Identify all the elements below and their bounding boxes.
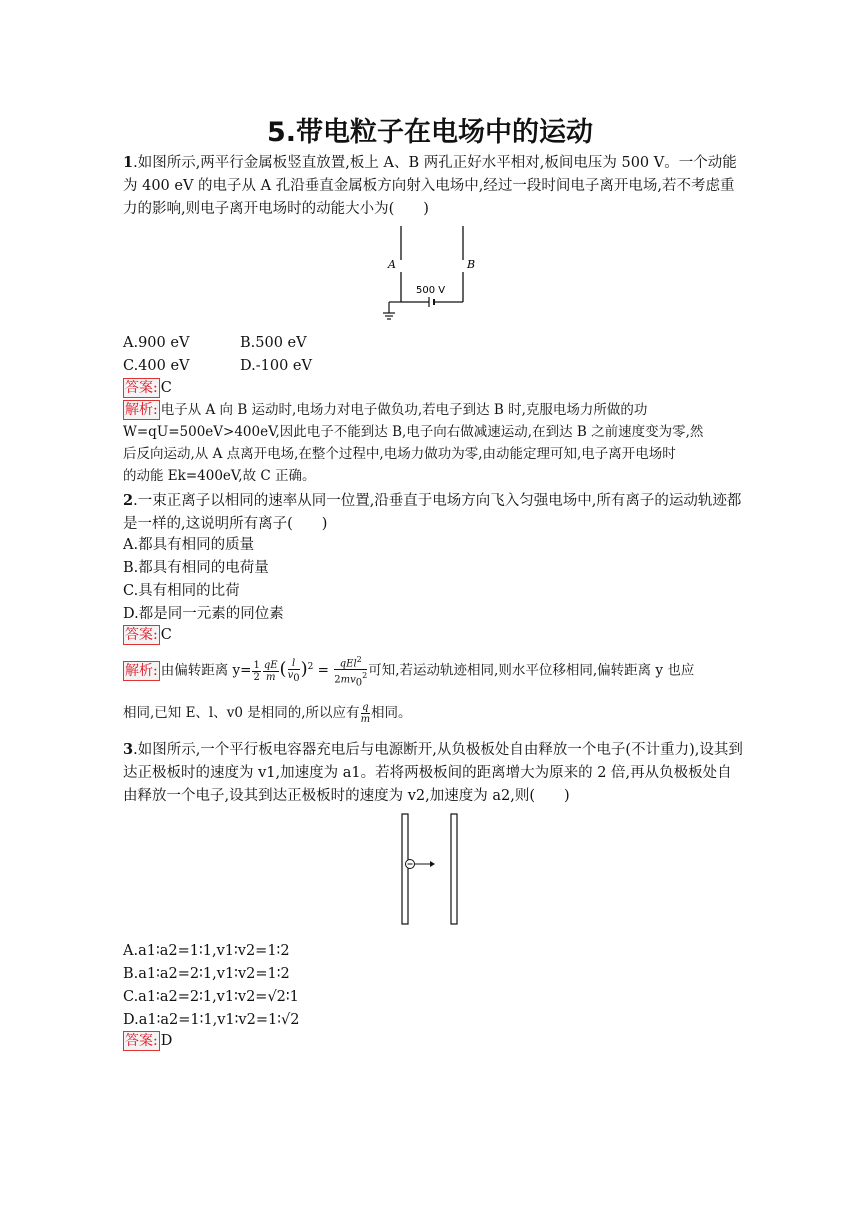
formula-frac-1-2: $\frac{1}{2}$: [253, 659, 260, 683]
q2-analysis-line2: [123, 702, 743, 725]
q2-analysis-line2-post: 相同。: [371, 705, 412, 721]
q1-analysis-line3: 后反向运动,从 A 点离开电场,在整个过程中,电场力做功为零,由动能定理可知,电子离开电场时: [123, 446, 676, 462]
q1-answer-tag: 答案:: [125, 380, 158, 396]
q1-option-a: A.900 eV: [123, 335, 190, 351]
q3-option-b: B.a1∶a2=2∶1,v1∶v2=1∶2: [123, 966, 290, 982]
q1-analysis-line2: W=qU=500eV>400eV,因此电子不能到达 B,电子向右做减速运动,在到达 B 之前速度变为零,然: [123, 424, 704, 440]
q3-stem-text: .如图所示,一个平行板电容器充电后与电源断开,从负极板处自由释放一个电子(不计重力),设其到达正极板时的速度为 v1,加速度为 a1。若将两极板间的距离增大为原来的 2 倍,再从负极板处自由释放一个电子,设其到达正极板时的速度为 v2,加速度为 a2,则( ): [123, 742, 743, 804]
q1-number: 1: [123, 154, 134, 171]
q2-number: 2: [123, 492, 134, 509]
page-title: 5.带电粒子在电场中的运动: [266, 117, 594, 148]
q2-analysis-tag: 解析:: [125, 662, 158, 679]
q1-analysis-line4: 的动能 Ek=400eV,故 C 正确。: [123, 468, 316, 484]
q1-answer: [123, 378, 172, 398]
formula-frac-q-m: $\frac{q}{m}$: [360, 702, 371, 725]
q1-stem: [123, 151, 743, 221]
q2-option-b: B.都具有相同的电荷量: [123, 560, 269, 576]
q3-stem: [123, 738, 743, 808]
q1-figure: [375, 222, 495, 326]
q2-analysis: 解析: 由偏转距离 y= $\frac{1}{2}$ $\frac{qE}{m}$ ( $\frac{l}{v_0}$ )$^2$ = $\frac{qEl^2}{2mv_0^2}$ 可知,若运动轨迹相同,则水平位移相同,偏转距离 y 也应: [125, 654, 695, 689]
formula-paren: (: [279, 658, 287, 680]
q3-option-d: D.a1∶a2=1∶1,v1∶v2=1∶√2: [123, 1012, 300, 1028]
q1-stem-text: .如图所示,两平行金属板竖直放置,板上 A、B 两孔正好水平相对,板间电压为 500 V。一个动能为 400 eV 的电子从 A 孔沿垂直金属板方向射入电场中,经过一段时间电子离开电场,若不考虑重力的影响,则电子离开电场时的动能大小为( ): [123, 155, 737, 217]
q1-analysis: [123, 399, 743, 487]
formula-frac-result: $\frac{qEl^2}{2mv_0^2}$: [334, 654, 368, 689]
q1-analysis-tag: 解析:: [125, 402, 158, 418]
q2-option-c: C.具有相同的比荷: [123, 583, 240, 599]
q1-answer-value: C: [160, 380, 172, 396]
q3-figure: [395, 812, 465, 928]
q2-analysis-pre: 由偏转距离 y=: [160, 662, 252, 679]
q1-analysis-line1: 电子从 A 向 B 运动时,电场力对电子做负功,若电子到达 B 时,克服电场力所做的功: [160, 402, 648, 418]
q1-voltage-label: 500 V: [416, 285, 446, 296]
formula-paren-close: ): [300, 658, 308, 680]
q3-number: 3: [123, 741, 134, 758]
formula-frac-l-v0: $\frac{l}{v_0}$: [287, 658, 300, 684]
q2-analysis-line2-pre: 相同,已知 E、l、v0 是相同的,所以应有: [123, 705, 360, 721]
q3-answer-value: D: [160, 1033, 173, 1049]
q2-answer-tag: 答案:: [125, 627, 158, 643]
q1-label-a: A: [388, 258, 396, 271]
q1-option-b: B.500 eV: [240, 335, 307, 351]
q3-answer-tag: 答案:: [125, 1033, 158, 1049]
q1-option-c: C.400 eV: [123, 358, 190, 374]
q3-answer: [123, 1031, 172, 1051]
q3-option-a: A.a1∶a2=1∶1,v1∶v2=1∶2: [123, 943, 290, 959]
q2-option-d: D.都是同一元素的同位素: [123, 606, 284, 622]
q1-option-d: D.-100 eV: [240, 358, 312, 374]
q2-answer: [123, 625, 172, 645]
q2-stem-text: .一束正离子以相同的速率从同一位置,沿垂直于电场方向飞入匀强电场中,所有离子的运动轨迹都是一样的,这说明所有离子( ): [123, 493, 742, 532]
q2-answer-value: C: [160, 627, 172, 643]
q2-analysis-mid: 可知,若运动轨迹相同,则水平位移相同,偏转距离 y 也应: [368, 662, 695, 679]
q2-stem: [123, 489, 743, 536]
q1-label-b: B: [467, 258, 476, 271]
q2-option-a: A.都具有相同的质量: [123, 537, 255, 553]
q3-option-c: C.a1∶a2=2∶1,v1∶v2=√2∶1: [123, 989, 299, 1005]
formula-frac-qe-m: $\frac{qE}{m}$: [263, 659, 278, 683]
